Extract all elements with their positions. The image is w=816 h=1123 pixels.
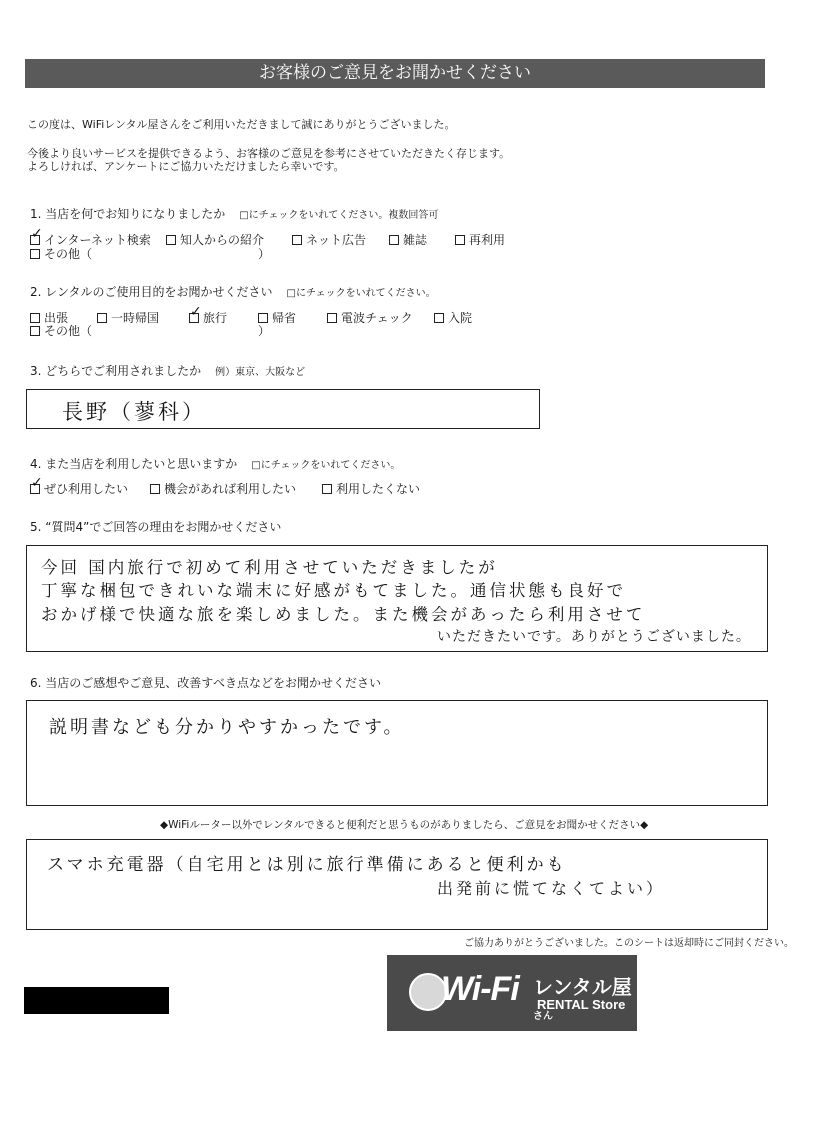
checkbox-checked-icon[interactable] (30, 484, 40, 494)
q4-option-no[interactable]: 利用したくない (322, 482, 420, 496)
intro-line-2: 今後より良いサービスを提供できるよう、お客様のご意見を参考にさせていただきたく存じます。 (27, 147, 511, 160)
q4-option-if-chance[interactable]: 機会があれば利用したい (150, 482, 296, 496)
question-3 (30, 364, 305, 380)
logo-wifi-text: Wi-Fi (441, 970, 519, 1008)
intro-line-1: この度は、WiFiレンタル屋さんをご利用いただきまして誠にありがとうございました。 (27, 118, 456, 131)
question-3-label: 3. どちらでご利用されましたか (30, 364, 202, 378)
q1-option-other[interactable]: その他（ (30, 247, 92, 261)
question-1-note: □にチェックをいれてください。複数回答可 (239, 210, 439, 221)
q7-answer-line-1: スマホ充電器（自宅用とは別に旅行準備にあると便利かも (47, 855, 567, 875)
question-3-note: 例）東京、大阪など (215, 367, 306, 378)
question-5-label: 5. “質問4”でご回答の理由をお聞かせください (30, 520, 282, 534)
q2-other-close: ） (258, 324, 271, 338)
logo-jp-text: レンタル屋さん (533, 975, 632, 1022)
q3-answer-box[interactable] (26, 389, 540, 429)
footer-thanks: ご協力ありがとうございました。このシートは返却時にご同封ください。 (464, 938, 794, 949)
checkbox-icon[interactable] (30, 249, 40, 259)
q5-answer-line-4: いただきたいです。ありがとうございました。 (437, 629, 751, 645)
logo-en-text: RENTAL Store (537, 997, 626, 1012)
q2-option-travel[interactable]: ✓ 旅行 (189, 311, 227, 325)
brand-logo (387, 955, 637, 1031)
intro-line-3: よろしければ、アンケートにご協力いただけましたら幸いです。 (27, 160, 345, 173)
q5-answer-line-2: 丁寧な梱包できれいな端末に好感がもてました。通信状態も良好で (41, 581, 626, 600)
question-1 (30, 207, 438, 223)
question-4-label: 4. また当店を利用したいと思いますか (30, 457, 238, 471)
checkbox-checked-icon[interactable] (189, 313, 199, 323)
question-7: ◆WiFiルーター以外でレンタルできると便利だと思うものがありましたら、ご意見をお聞かせください◆ (160, 819, 649, 831)
q2-option-hospital[interactable]: 入院 (434, 311, 472, 325)
q7-answer-line-2: 出発前に慌てなくてよい） (437, 879, 666, 898)
question-2-label: 2. レンタルのご使用目的をお聞かせください (30, 285, 273, 299)
question-6-label: 6. 当店のご感想やご意見、改善すべき点などをお聞かせください (30, 676, 382, 690)
q5-answer-line-1: 今回 国内旅行で初めて利用させていただきましたが (41, 558, 498, 577)
redaction-block (24, 987, 169, 1014)
question-6 (30, 676, 381, 691)
q6-answer-box[interactable] (26, 700, 768, 806)
checkbox-icon[interactable] (322, 484, 332, 494)
question-2 (30, 285, 436, 301)
q4-option-definitely[interactable]: ✓ぜひ利用したい (30, 482, 128, 496)
question-4-note: □にチェックをいれてください。 (251, 460, 401, 471)
checkbox-icon[interactable] (30, 313, 40, 323)
checkbox-icon[interactable] (97, 313, 107, 323)
checkbox-icon[interactable] (30, 326, 40, 336)
q1-option-magazine[interactable]: 雑誌 (389, 233, 427, 247)
question-1-label: 1. 当店を何でお知りになりましたか (30, 207, 226, 221)
checkbox-icon[interactable] (166, 235, 176, 245)
question-4 (30, 457, 400, 473)
q1-option-net-ad[interactable]: ネット広告 (292, 233, 366, 247)
q6-answer: 説明書なども分かりやすかったです。 (49, 717, 405, 738)
q1-option-referral[interactable]: 知人からの紹介 (166, 233, 264, 247)
checkbox-icon[interactable] (292, 235, 302, 245)
q1-other-close: ） (258, 247, 271, 261)
page-title: お客様のご意見をお聞かせください (25, 59, 765, 88)
q2-option-business[interactable]: 出張 (30, 311, 68, 325)
checkbox-icon[interactable] (434, 313, 444, 323)
q2-option-other[interactable]: その他（ (30, 324, 92, 338)
question-2-note: □にチェックをいれてください。 (286, 288, 436, 299)
q2-option-homecoming[interactable]: 一時帰国 (97, 311, 159, 325)
checkbox-icon[interactable] (455, 235, 465, 245)
checkbox-icon[interactable] (150, 484, 160, 494)
q2-option-signal-check[interactable]: 電波チェック (327, 311, 413, 325)
checkbox-icon[interactable] (389, 235, 399, 245)
q5-answer-line-3: おかげ様で快適な旅を楽しめました。また機会があったら利用させて (41, 605, 646, 624)
checkbox-icon[interactable] (327, 313, 337, 323)
q1-option-reuse[interactable]: 再利用 (455, 233, 505, 247)
q7-answer-box[interactable] (26, 839, 768, 930)
question-5 (30, 520, 281, 535)
q3-answer: 長野（蓼科） (62, 400, 206, 424)
q1-option-internet[interactable]: ✓インターネット検索 (30, 233, 151, 247)
checkbox-icon[interactable] (258, 313, 268, 323)
checkbox-checked-icon[interactable] (30, 235, 40, 245)
q2-option-visit-home[interactable]: 帰省 (258, 311, 296, 325)
q5-answer-box[interactable] (26, 545, 768, 652)
